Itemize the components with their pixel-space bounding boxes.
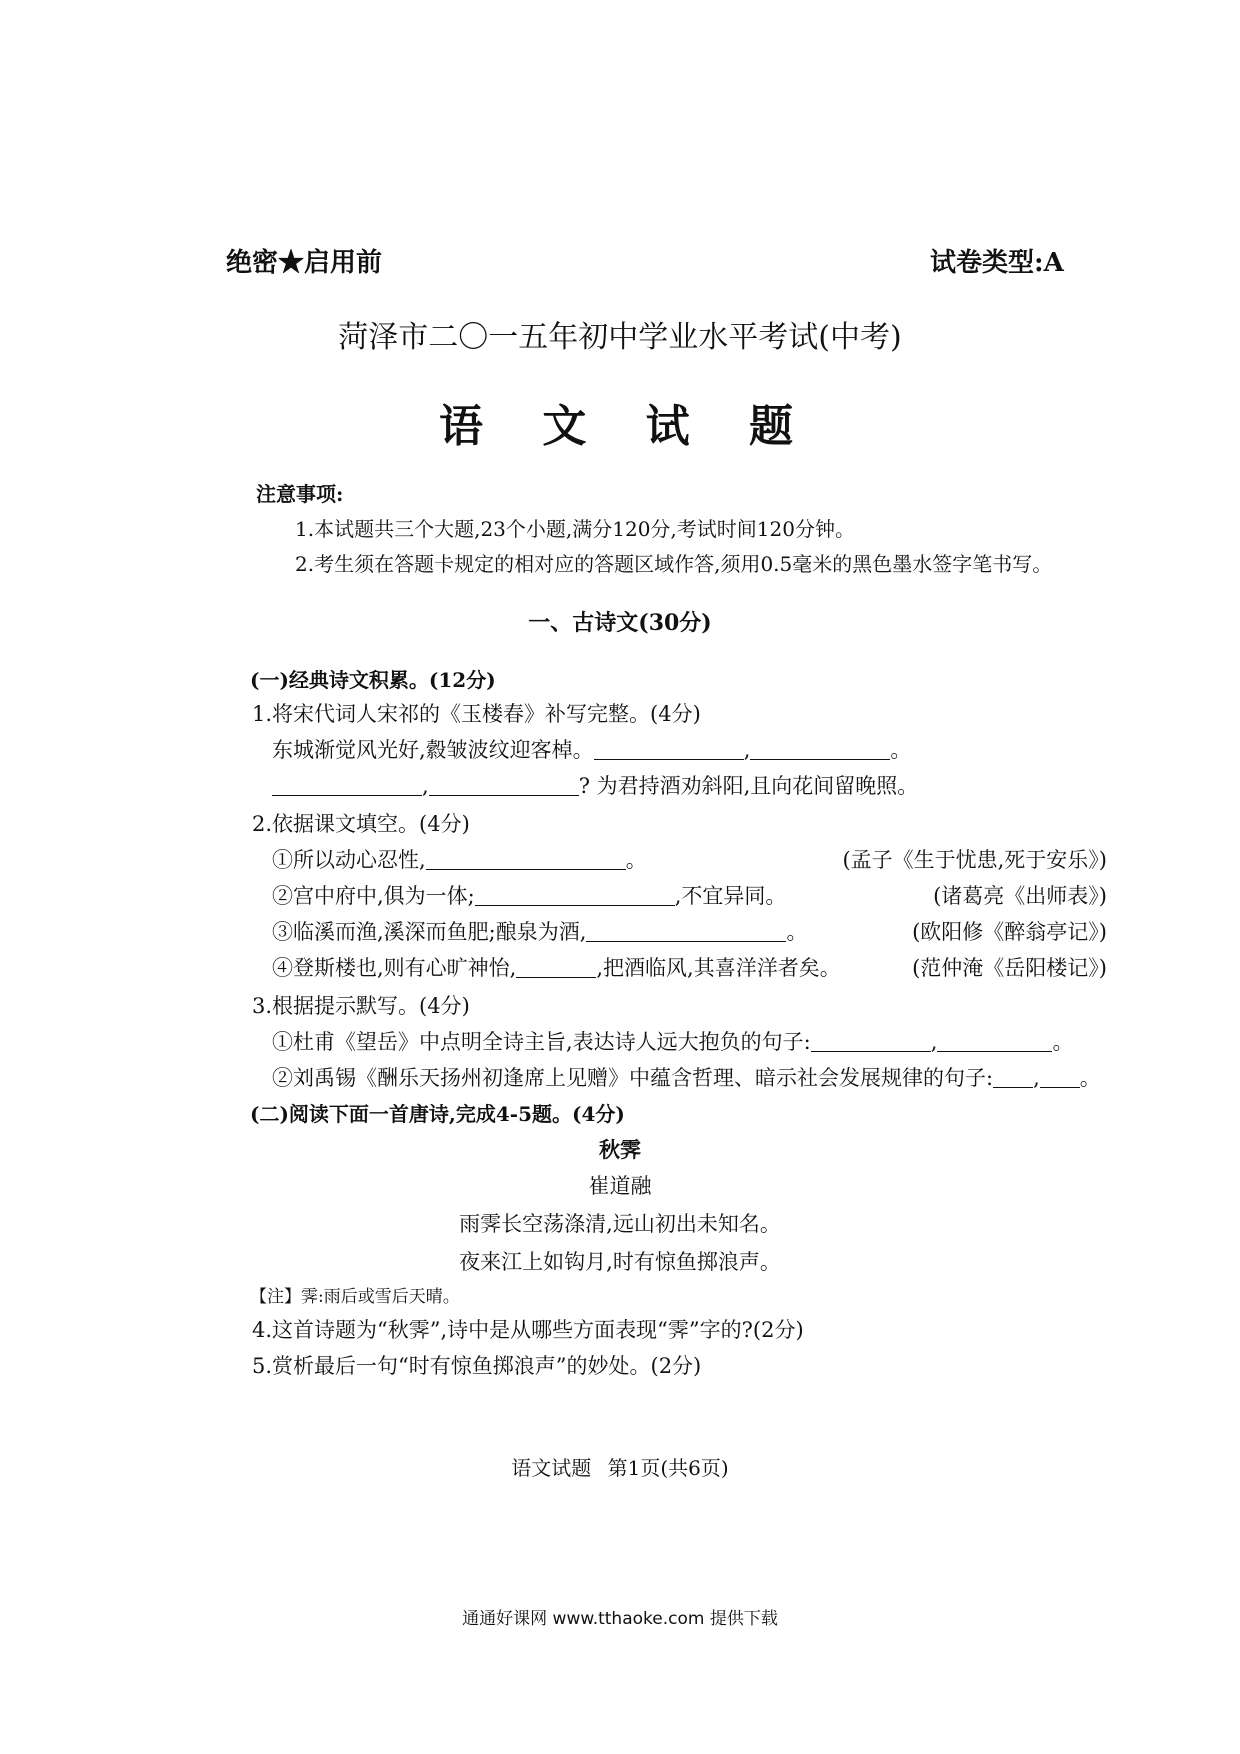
- q1-stem: 1.将宋代词人宋祁的《玉楼春》补写完整。(4分): [252, 702, 701, 726]
- q3-item2-text: ②刘禹锡《酬乐天扬州初逢席上见赠》中蕴含哲理、暗示社会发展规律的句子:: [272, 1066, 994, 1090]
- notice-item-1: 1.本试题共三个大题,23个小题,满分120分,考试时间120分钟。: [295, 517, 855, 541]
- q3-item1-end: 。: [1052, 1030, 1074, 1054]
- answer-blank[interactable]: [1040, 1066, 1080, 1088]
- q3-item1-text: ①杜甫《望岳》中点明全诗主旨,表达诗人远大抱负的句子:: [272, 1030, 811, 1054]
- q2-item4-text: ④登斯楼也,则有心旷神怡,: [272, 956, 517, 980]
- q2-item2-text: ②宫中府中,俱为一体;: [272, 884, 475, 908]
- answer-blank[interactable]: [811, 1030, 931, 1052]
- part2-heading: (二)阅读下面一首唐诗,完成4-5题。(4分): [250, 1102, 625, 1126]
- poem-note: 【注】霁:雨后或雪后天晴。: [250, 1287, 460, 1307]
- q2-item4-end: ,把酒临风,其喜洋洋者矣。: [596, 956, 841, 980]
- answer-blank[interactable]: [272, 774, 422, 796]
- poem-title: 秋霁: [599, 1137, 641, 1162]
- q2-item-3: [272, 916, 1107, 946]
- page-footer: 语文试题 第1页(共6页): [511, 1456, 729, 1480]
- q3-item2-comma: ,: [1033, 1066, 1040, 1090]
- notice-heading: 注意事项:: [256, 482, 344, 506]
- exam-title: 菏泽市二〇一五年初中学业水平考试(中考): [338, 320, 902, 355]
- q1-line1: [272, 734, 911, 764]
- answer-blank[interactable]: [586, 920, 786, 942]
- answer-blank[interactable]: [594, 738, 744, 760]
- q2-item-4: [272, 952, 1107, 982]
- watermark-text: 通通好课网 www.tthaoke.com 提供下载: [462, 1609, 778, 1629]
- answer-blank[interactable]: [475, 884, 675, 906]
- q2-item-2: [272, 880, 1107, 910]
- q4-text: 4.这首诗题为“秋霁”,诗中是从哪些方面表现“霁”字的?(2分): [252, 1318, 804, 1342]
- q1-line2: [272, 770, 918, 800]
- subject-title: 语 文 试 题: [439, 401, 801, 452]
- poem-line-2: 夜来江上如钩月,时有惊鱼掷浪声。: [459, 1250, 781, 1274]
- q2-item2-source: (诸葛亮《出师表》): [933, 884, 1107, 908]
- q3-item-2: [272, 1062, 1101, 1092]
- paper-type-label: 试卷类型:A: [930, 248, 1064, 278]
- poem-author: 崔道融: [588, 1174, 652, 1198]
- q1-line1-text: 东城渐觉风光好,縠皱波纹迎客棹。: [272, 738, 594, 762]
- q2-item1-text: ①所以动心忍性,: [272, 848, 426, 872]
- q2-item1-source: (孟子《生于忧患,死于安乐》): [842, 848, 1107, 872]
- q1-period: 。: [890, 738, 912, 762]
- q3-item1-comma: ,: [930, 1030, 938, 1054]
- answer-blank[interactable]: [426, 848, 626, 870]
- answer-blank[interactable]: [516, 956, 596, 978]
- answer-blank[interactable]: [993, 1066, 1033, 1088]
- q3-item2-end: 。: [1079, 1066, 1101, 1090]
- q3-stem: 3.根据提示默写。(4分): [252, 994, 470, 1018]
- q1-line2-text: ? 为君持酒劝斜阳,且向花间留晚照。: [578, 774, 919, 798]
- q3-item-1: [272, 1026, 1073, 1056]
- section-heading: 一、古诗文(30分): [528, 610, 712, 636]
- q2-item3-text: ③临溪而渔,溪深而鱼肥;酿泉为酒,: [272, 920, 587, 944]
- q2-item-1: [272, 844, 1107, 874]
- part1-heading: (一)经典诗文积累。(12分): [250, 668, 496, 692]
- confidential-label: 绝密★启用前: [226, 248, 383, 278]
- poem-line-1: 雨霁长空荡涤清,远山初出未知名。: [459, 1212, 781, 1236]
- q2-item3-end: 。: [786, 920, 808, 944]
- q2-item4-source: (范仲淹《岳阳楼记》): [912, 956, 1107, 980]
- q5-text: 5.赏析最后一句“时有惊鱼掷浪声”的妙处。(2分): [252, 1354, 702, 1378]
- q2-item2-end: ,不宜异同。: [674, 884, 787, 908]
- q2-item3-source: (欧阳修《醉翁亭记》): [912, 920, 1107, 944]
- notice-item-2: 2.考生须在答题卡规定的相对应的答题区域作答,须用0.5毫米的黑色墨水签字笔书写。: [295, 552, 1053, 576]
- q1-comma: ,: [743, 738, 751, 762]
- q2-item1-end: 。: [625, 848, 647, 872]
- q2-stem: 2.依据课文填空。(4分): [252, 812, 470, 836]
- q1-comma-2: ,: [422, 774, 429, 798]
- answer-blank[interactable]: [937, 1030, 1052, 1052]
- answer-blank[interactable]: [750, 738, 890, 760]
- answer-blank[interactable]: [429, 774, 579, 796]
